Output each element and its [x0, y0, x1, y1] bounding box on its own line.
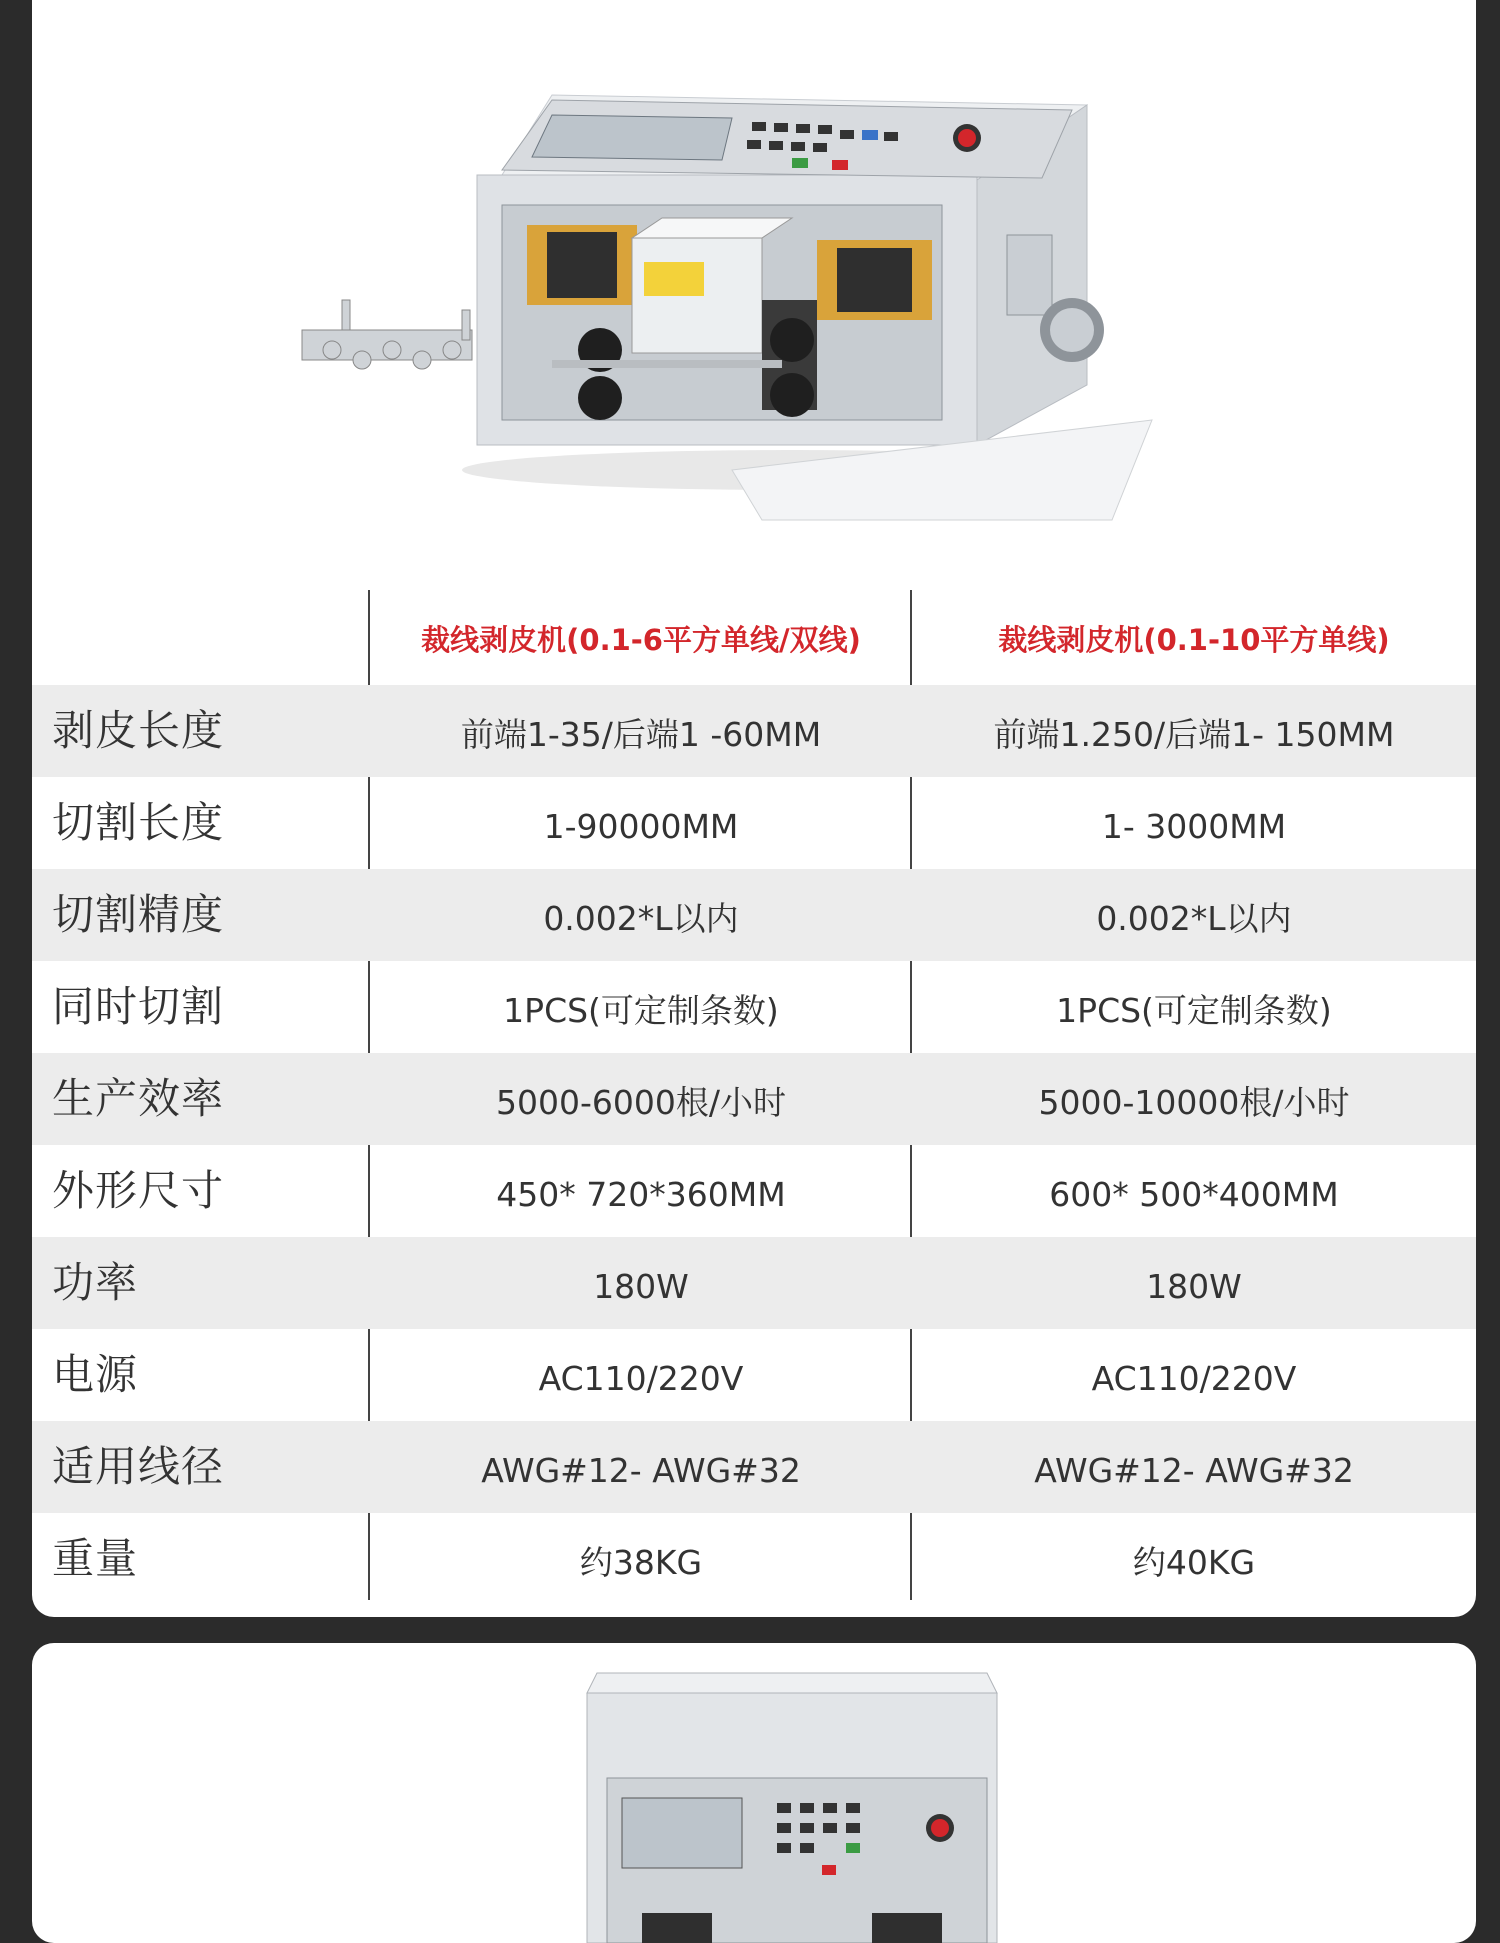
cell-model-2: 1PCS(可定制条数) — [1056, 991, 1332, 1030]
cell-model-1: 1-90000MM — [543, 807, 739, 846]
table-row — [32, 1145, 1476, 1237]
row-label: 重量 — [52, 1534, 139, 1583]
table-row — [32, 1329, 1476, 1421]
cell-model-1: 1PCS(可定制条数) — [503, 991, 779, 1030]
header-model-1: 裁线剥皮机(0.1-6平方单线/双线) — [421, 623, 861, 657]
spec-card — [32, 0, 1476, 1617]
cell-model-2: 5000-10000根/小时 — [1038, 1083, 1350, 1122]
table-row — [32, 1053, 1476, 1145]
cell-model-1: 前端1-35/后端1 -60MM — [460, 715, 822, 754]
table-row — [32, 1237, 1476, 1329]
table-row — [32, 869, 1476, 961]
table-row — [32, 685, 1476, 777]
cell-model-1: AWG#12- AWG#32 — [481, 1451, 801, 1490]
spec-table — [32, 590, 1476, 1605]
machine-photo — [32, 0, 1476, 560]
row-label: 切割长度 — [52, 798, 225, 847]
row-label: 电源 — [52, 1350, 139, 1399]
cell-model-2: AWG#12- AWG#32 — [1034, 1451, 1354, 1490]
cell-model-1: 180W — [593, 1267, 689, 1306]
row-label: 剥皮长度 — [52, 706, 225, 755]
cell-model-1: 约38KG — [579, 1543, 703, 1582]
cell-model-1: 450* 720*360MM — [496, 1175, 786, 1214]
table-row — [32, 777, 1476, 869]
row-label: 适用线径 — [52, 1442, 225, 1491]
row-label: 功率 — [52, 1258, 139, 1307]
cell-model-2: 约40KG — [1132, 1543, 1256, 1582]
cell-model-1: AC110/220V — [538, 1359, 744, 1398]
row-label: 同时切割 — [52, 982, 225, 1031]
cell-model-2: 0.002*L以内 — [1096, 899, 1292, 938]
cell-model-2: 前端1.250/后端1- 150MM — [993, 715, 1395, 754]
cell-model-2: 180W — [1146, 1267, 1242, 1306]
cell-model-2: 1- 3000MM — [1101, 807, 1287, 846]
machine-panel-card — [32, 1643, 1476, 1943]
cell-model-2: AC110/220V — [1091, 1359, 1297, 1398]
control-panel-photo — [32, 1643, 1476, 1943]
cell-model-1: 5000-6000根/小时 — [496, 1083, 786, 1122]
table-row — [32, 961, 1476, 1053]
row-label: 生产效率 — [52, 1074, 225, 1123]
cell-model-1: 0.002*L以内 — [543, 899, 739, 938]
header-model-2: 裁线剥皮机(0.1-10平方单线) — [998, 623, 1390, 657]
table-row — [32, 1421, 1476, 1513]
table-header — [32, 590, 1476, 685]
table-row — [32, 1513, 1476, 1605]
cell-model-2: 600* 500*400MM — [1049, 1175, 1339, 1214]
row-label: 切割精度 — [52, 890, 225, 939]
row-label: 外形尺寸 — [52, 1166, 225, 1215]
